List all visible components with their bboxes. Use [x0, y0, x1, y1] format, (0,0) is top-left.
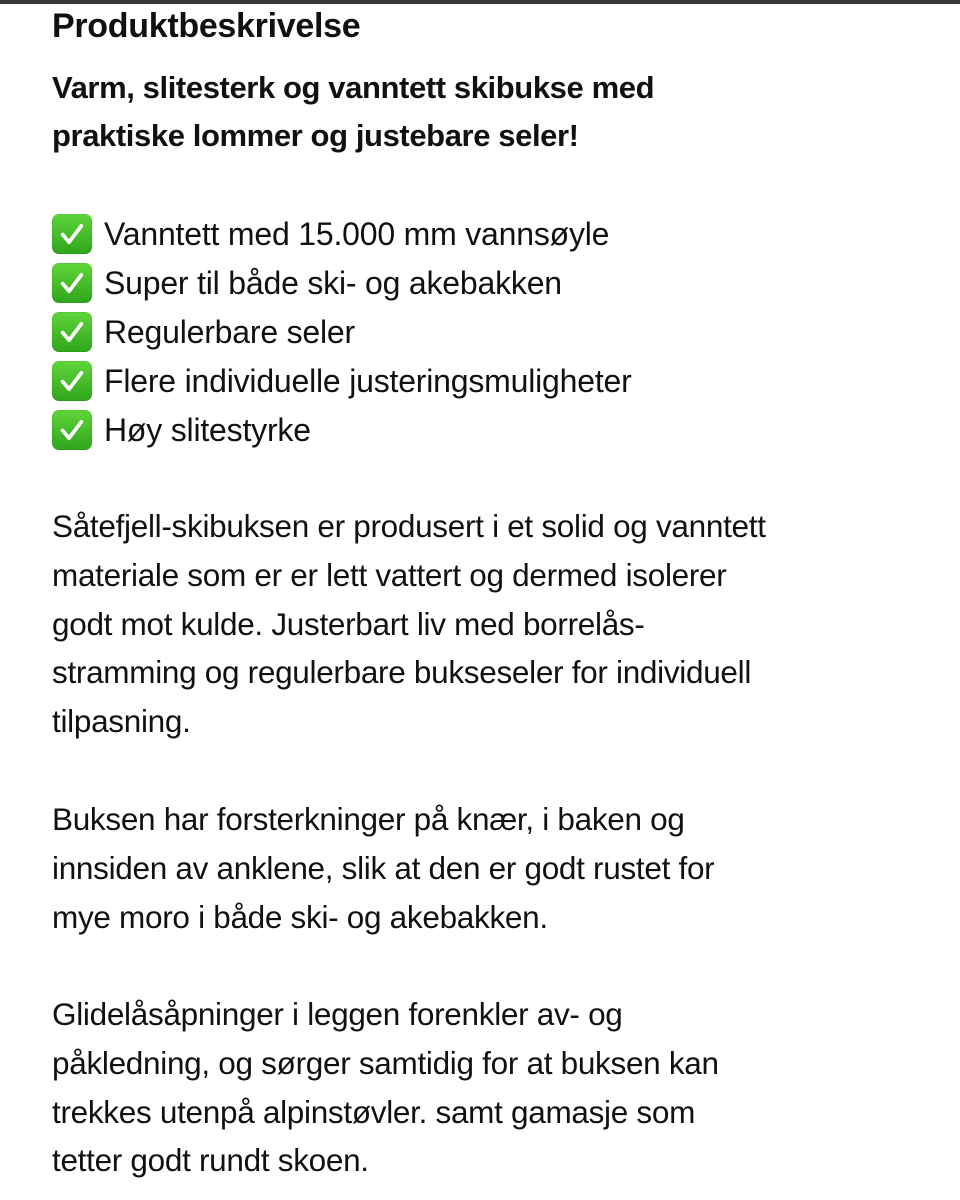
tagline	[52, 64, 932, 160]
feature-text: Høy slitestyrke	[104, 411, 311, 448]
paragraph-line: godt mot kulde. Justerbart liv med borrelås-	[52, 605, 645, 642]
feature-item	[52, 259, 632, 308]
paragraph-line: Glidelåsåpninger i leggen forenkler av- og	[52, 996, 623, 1032]
paragraph-reinforcement	[52, 795, 932, 941]
tagline-line: Varm, slitesterk og vanntett skibukse med	[52, 70, 655, 105]
feature-item	[52, 210, 632, 259]
check-mark-icon	[52, 263, 92, 303]
paragraph-line: materiale som er er lett vattert og dermed isolerer	[52, 556, 727, 593]
feature-text: Super til både ski- og akebakken	[104, 265, 562, 302]
paragraph-line: trekkes utenpå alpinstøvler. samt gamasje som	[52, 1093, 696, 1130]
paragraph-line: mye moro i både ski- og akebakken.	[52, 898, 548, 935]
paragraph-line: innsiden av anklene, slik at den er godt rustet for	[52, 849, 715, 886]
paragraph-material	[52, 502, 932, 746]
paragraph-line: Buksen har forsterkninger på knær, i baken og	[52, 801, 685, 837]
paragraph-line: stramming og regulerbare bukseseler for individuell	[52, 654, 752, 691]
feature-item	[52, 308, 632, 357]
tagline-line: praktiske lommer og justebare seler!	[52, 118, 579, 153]
feature-item	[52, 405, 632, 454]
feature-list	[52, 210, 632, 454]
paragraph-line: Såtefjell-skibuksen er produsert i et solid og vanntett	[52, 508, 766, 544]
page-title: Produktbeskrivelse	[52, 7, 361, 45]
feature-item	[52, 356, 632, 405]
feature-text: Regulerbare seler	[104, 313, 355, 350]
feature-text: Vanntett med 15.000 mm vannsøyle	[104, 216, 610, 253]
paragraph-line: tetter godt rundt skoen.	[52, 1142, 369, 1179]
feature-text: Flere individuelle justeringsmuligheter	[104, 362, 632, 399]
check-mark-icon	[52, 410, 92, 450]
paragraph-line: tilpasning.	[52, 703, 191, 740]
check-mark-icon	[52, 361, 92, 401]
check-mark-icon	[52, 214, 92, 254]
check-mark-icon	[52, 312, 92, 352]
paragraph-line: påkledning, og sørger samtidig for at buksen kan	[52, 1044, 719, 1081]
paragraph-zippers	[52, 990, 932, 1185]
